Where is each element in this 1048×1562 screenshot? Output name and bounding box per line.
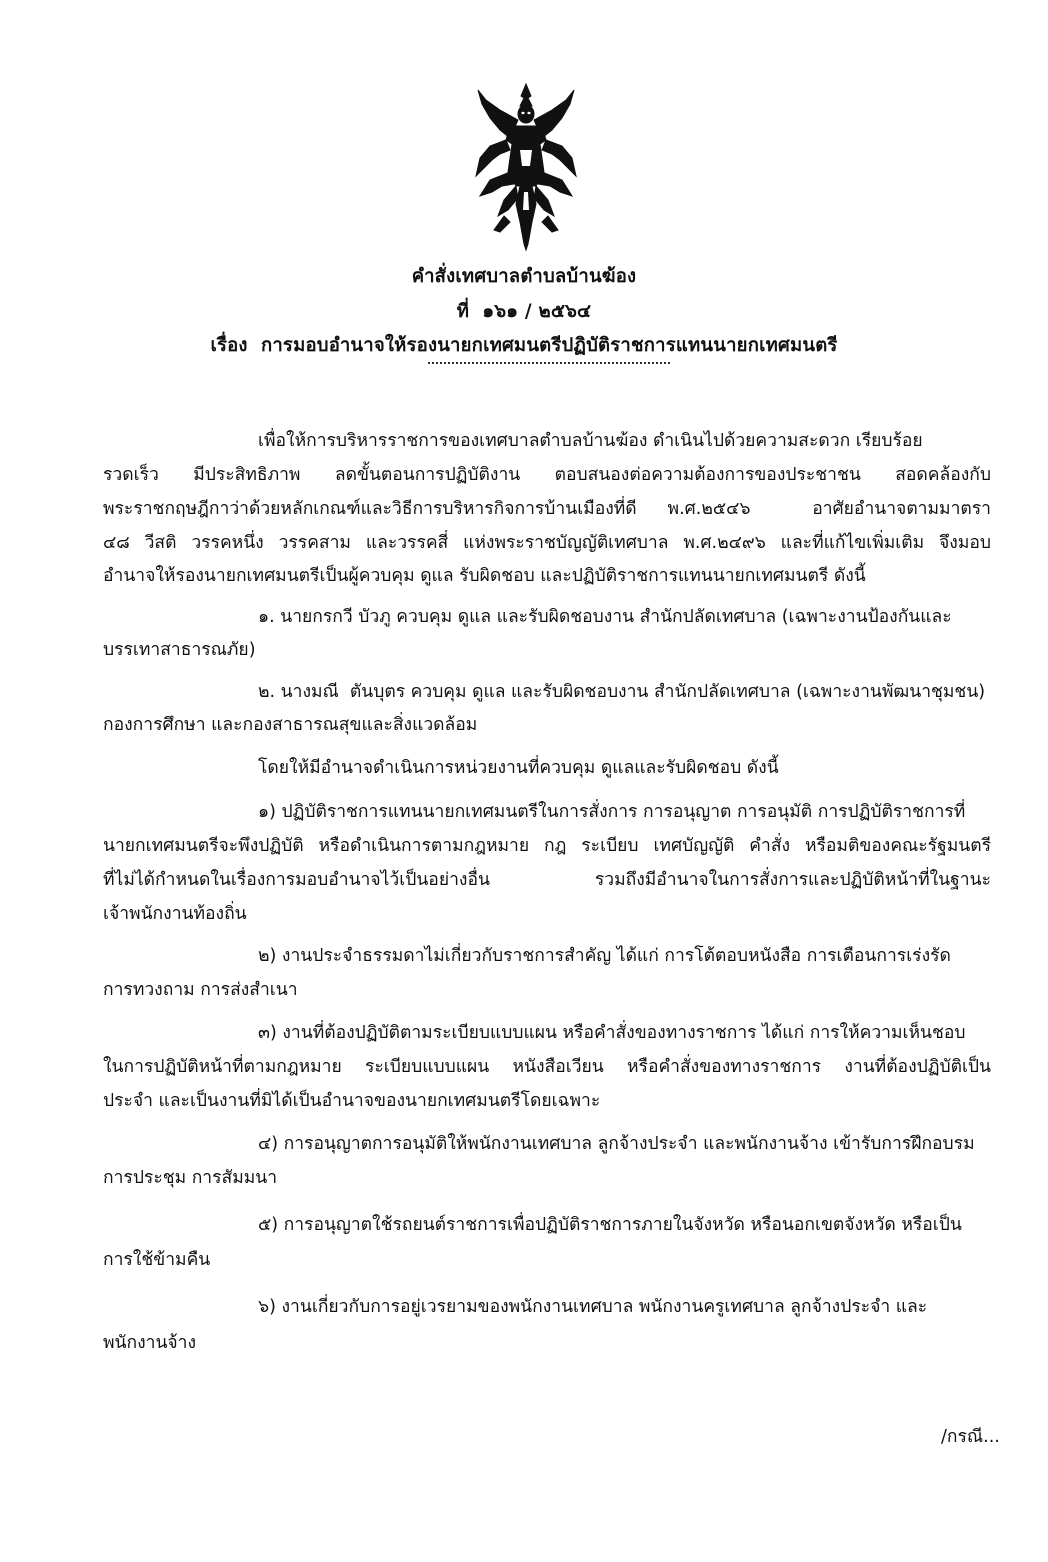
body-line: ๖) งานเกี่ยวกับการอยู่เวรยามของพนักงานเทศบาล พนักงานครูเทศบาล ลูกจ้างประจำ และ bbox=[258, 1297, 928, 1317]
body-line: พนักงานจ้าง bbox=[103, 1333, 197, 1353]
garuda-emblem-icon bbox=[470, 80, 582, 252]
body-line: ๑) ปฏิบัติราชการแทนนายกเทศมนตรีในการสั่งการ การอนุญาต การอนุมัติ การปฏิบัติราชการที่ bbox=[258, 802, 966, 822]
body-line: ในการปฏิบัติหน้าที่ตามกฎหมาย ระเบียบแบบแผน หนังสือเวียน หรือคำสั่งของทางราชการ งานที่ต้องปฏิบัติเป็น bbox=[103, 1057, 991, 1077]
body-line: ประจำ และเป็นงานที่มิได้เป็นอำนาจของนายกเทศมนตรีโดยเฉพาะ bbox=[103, 1091, 601, 1111]
separator-dots bbox=[428, 362, 670, 364]
body-line: ๑. นายกรกวี บัวภู ควบคุม ดูแล และรับผิดชอบงาน สำนักปลัดเทศบาล (เฉพาะงานป้องกันและ bbox=[258, 607, 952, 627]
body-line: การประชุม การสัมมนา bbox=[103, 1168, 278, 1188]
body-line: นายกเทศมนตรีจะพึงปฏิบัติ หรือดำเนินการตามกฎหมาย กฎ ระเบียบ เทศบัญญัติ คำสั่ง หรือมติของคณะรัฐมนตรี bbox=[103, 836, 991, 856]
body-line: อำนาจให้รองนายกเทศมนตรีเป็นผู้ควบคุม ดูแล รับผิดชอบ และปฏิบัติราชการแทนนายกเทศมนตรี ดังนี้ bbox=[103, 566, 866, 586]
body-line: ๔) การอนุญาตการอนุมัติให้พนักงานเทศบาล ลูกจ้างประจำ และพนักงานจ้าง เข้ารับการฝึกอบรม bbox=[258, 1134, 975, 1154]
body-line: ที่ไม่ได้กำหนดในเรื่องการมอบอำนาจไว้เป็นอย่างอื่น รวมถึงมีอำนาจในการสั่งการและปฏิบัติหน้าที่ในฐานะ bbox=[103, 870, 991, 890]
order-number: ที่ ๑๖๑ / ๒๕๖๔ bbox=[456, 301, 592, 322]
order-subject: เรื่อง การมอบอำนาจให้รองนายกเทศมนตรีปฏิบัติราชการแทนนายกเทศมนตรี bbox=[210, 335, 838, 356]
continuation-marker: /กรณี... bbox=[941, 1427, 1000, 1447]
body-line: รวดเร็ว มีประสิทธิภาพ ลดขั้นตอนการปฏิบัติงาน ตอบสนองต่อความต้องการของประชาชน สอดคล้องกับ bbox=[103, 465, 991, 485]
body-line: ๒) งานประจำธรรมดาไม่เกี่ยวกับราชการสำคัญ ได้แก่ การโต้ตอบหนังสือ การเตือนการเร่งรัด bbox=[258, 946, 951, 966]
body-line: ๒. นางมณี ตันบุตร ควบคุม ดูแล และรับผิดชอบงาน สำนักปลัดเทศบาล (เฉพาะงานพัฒนาชุมชน) bbox=[258, 682, 986, 702]
body-line: บรรเทาสาธารณภัย) bbox=[103, 640, 256, 660]
document-title: คำสั่งเทศบาลตำบลบ้านฆ้อง bbox=[411, 266, 637, 287]
body-line: เจ้าพนักงานท้องถิ่น bbox=[103, 904, 247, 924]
body-line: ๔๘ วีสติ วรรคหนึ่ง วรรคสาม และวรรคสี่ แห่งพระราชบัญญัติเทศบาล พ.ศ.๒๔๙๖ และที่แก้ไขเพิ่มเติม จึงมอบ bbox=[103, 533, 991, 553]
body-line: การใช้ข้ามคืน bbox=[103, 1250, 211, 1270]
body-line: พระราชกฤษฎีกาว่าด้วยหลักเกณฑ์และวิธีการบริหารกิจการบ้านเมืองที่ดี พ.ศ.๒๕๔๖ อาศัยอำนาจตามมาตรา bbox=[103, 499, 991, 519]
body-line: กองการศึกษา และกองสาธารณสุขและสิ่งแวดล้อม bbox=[103, 715, 478, 735]
body-line: การทวงถาม การส่งสำเนา bbox=[103, 980, 298, 1000]
body-line: เพื่อให้การบริหารราชการของเทศบาลตำบลบ้านฆ้อง ดำเนินไปด้วยความสะดวก เรียบร้อย bbox=[258, 431, 923, 451]
body-line: โดยให้มีอำนาจดำเนินการหน่วยงานที่ควบคุม ดูแลและรับผิดชอบ ดังนี้ bbox=[258, 758, 779, 778]
body-line: ๕) การอนุญาตใช้รถยนต์ราชการเพื่อปฏิบัติราชการภายในจังหวัด หรือนอกเขตจังหวัด หรือเป็น bbox=[258, 1215, 962, 1235]
body-line: ๓) งานที่ต้องปฏิบัติตามระเบียบแบบแผน หรือคำสั่งของทางราชการ ได้แก่ การให้ความเห็นชอบ bbox=[258, 1023, 966, 1043]
